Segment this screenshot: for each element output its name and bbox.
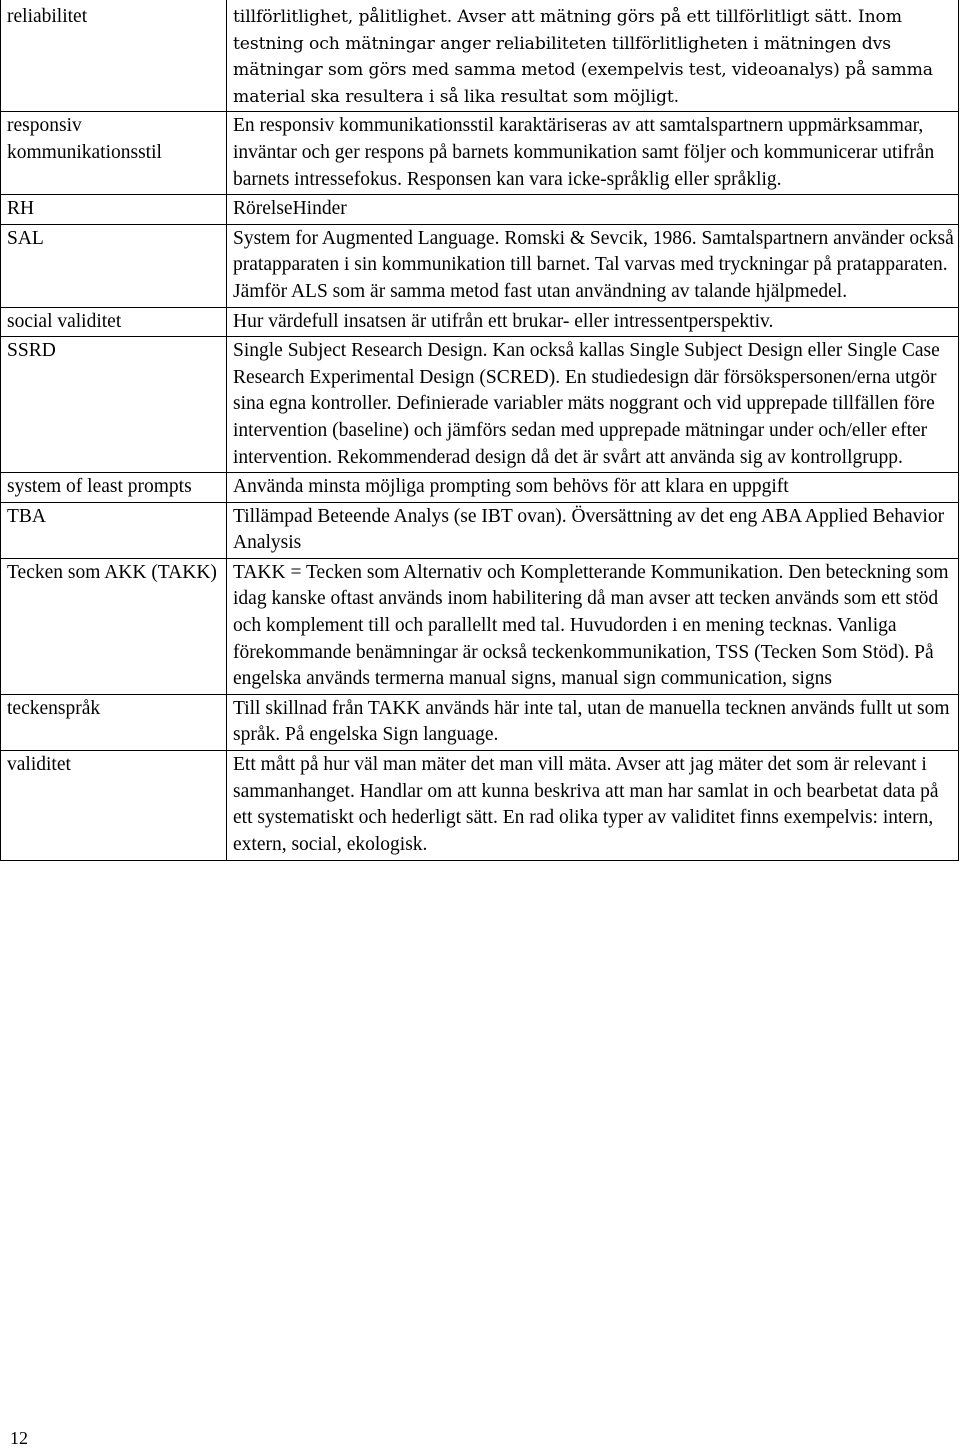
glossary-row-social-validitet xyxy=(1,307,959,337)
glossary-definition: System for Augmented Language. Romski & Sevcik, 1986. Samtalspartnern använder också pratapparaten i sin kommunikation till barnet. Tal varvas med tryckningar på pratapparaten. Jämför ALS som är samma metod fast utan användning av talande hjälpmedel. xyxy=(227,224,959,307)
glossary-definition: Single Subject Research Design. Kan också kallas Single Subject Design eller Single Case Research Experimental Design (SCRED). En studiedesign där försökspersonen/erna utgör sina egna kontroller. Definierade variabler mäts noggrant och vid upprepade tillfällen före intervention (baseline) och jämförs sedan med upprepade mätningar under och/eller efter intervention. Rekommenderad design då det är svårt att använda sig av kontrollgrupp. xyxy=(227,337,959,473)
glossary-term: social validitet xyxy=(1,307,227,337)
glossary-term: SSRD xyxy=(1,337,227,473)
glossary-row-reliabilitet xyxy=(1,0,959,112)
glossary-definition: tillförlitlighet, pålitlighet. Avser att mätning görs på ett tillförlitligt sätt. Inom testning och mätningar anger reliabiliteten tillförlitligheten i mätningen dvs mätningar som görs med samma metod (exempelvis test, videoanalys) på samma material ska resultera i så lika resultat som möjligt. xyxy=(227,0,959,112)
glossary-row-tecken-som-akk xyxy=(1,558,959,694)
glossary-row-system-of-least-prompts xyxy=(1,473,959,503)
glossary-term: Tecken som AKK (TAKK) xyxy=(1,558,227,694)
glossary-term: validitet xyxy=(1,751,227,861)
glossary-row-sal xyxy=(1,224,959,307)
glossary-term: reliabilitet xyxy=(1,0,227,112)
glossary-term: SAL xyxy=(1,224,227,307)
glossary-definition: Hur värdefull insatsen är utifrån ett brukar- eller intressentperspektiv. xyxy=(227,307,959,337)
glossary-term: TBA xyxy=(1,502,227,558)
glossary-definition: Ett mått på hur väl man mäter det man vill mäta. Avser att jag mäter det som är relevant i sammanhanget. Handlar om att kunna beskriva att man har samlat in och bearbetat data på ett systematiskt och hederligt sätt. En rad olika typer av validitet finns exempelvis: intern, extern, social, ekologisk. xyxy=(227,751,959,861)
glossary-row-tba xyxy=(1,502,959,558)
glossary-row-teckensprak xyxy=(1,694,959,750)
glossary-definition: RörelseHinder xyxy=(227,195,959,225)
glossary-term: system of least prompts xyxy=(1,473,227,503)
page-number: 12 xyxy=(10,1428,28,1448)
glossary-definition: Tillämpad Beteende Analys (se IBT ovan). Översättning av det eng ABA Applied Behavior Analysis xyxy=(227,502,959,558)
glossary-definition: En responsiv kommunikationsstil karaktäriseras av att samtalspartnern uppmärksammar, inväntar och ger respons på barnets kommunikation samt följer och kommunicerar utifrån barnets intressefokus. Responsen kan vara icke-språklig eller språklig. xyxy=(227,112,959,195)
glossary-term: responsiv kommunikationsstil xyxy=(1,112,227,195)
glossary-definition: Använda minsta möjliga prompting som behövs för att klara en uppgift xyxy=(227,473,959,503)
glossary-row-responsiv-kommunikationsstil xyxy=(1,112,959,195)
glossary-row-ssrd xyxy=(1,337,959,473)
glossary-row-validitet xyxy=(1,751,959,861)
glossary-row-rh xyxy=(1,195,959,225)
glossary-definition: TAKK = Tecken som Alternativ och Kompletterande Kommunikation. Den beteckning som idag kanske oftast används inom habilitering då man avser att tecken används som ett stöd och komplement till och parallellt med tal. Huvudorden i en mening tecknas. Vanliga förekommande benämningar är också teckenkommunikation, TSS (Tecken Som Stöd). På engelska används termerna manual signs, manual sign communication, signs xyxy=(227,558,959,694)
glossary-term: RH xyxy=(1,195,227,225)
glossary-term: teckenspråk xyxy=(1,694,227,750)
glossary-definition: Till skillnad från TAKK används här inte tal, utan de manuella tecknen används fullt ut som språk. På engelska Sign language. xyxy=(227,694,959,750)
